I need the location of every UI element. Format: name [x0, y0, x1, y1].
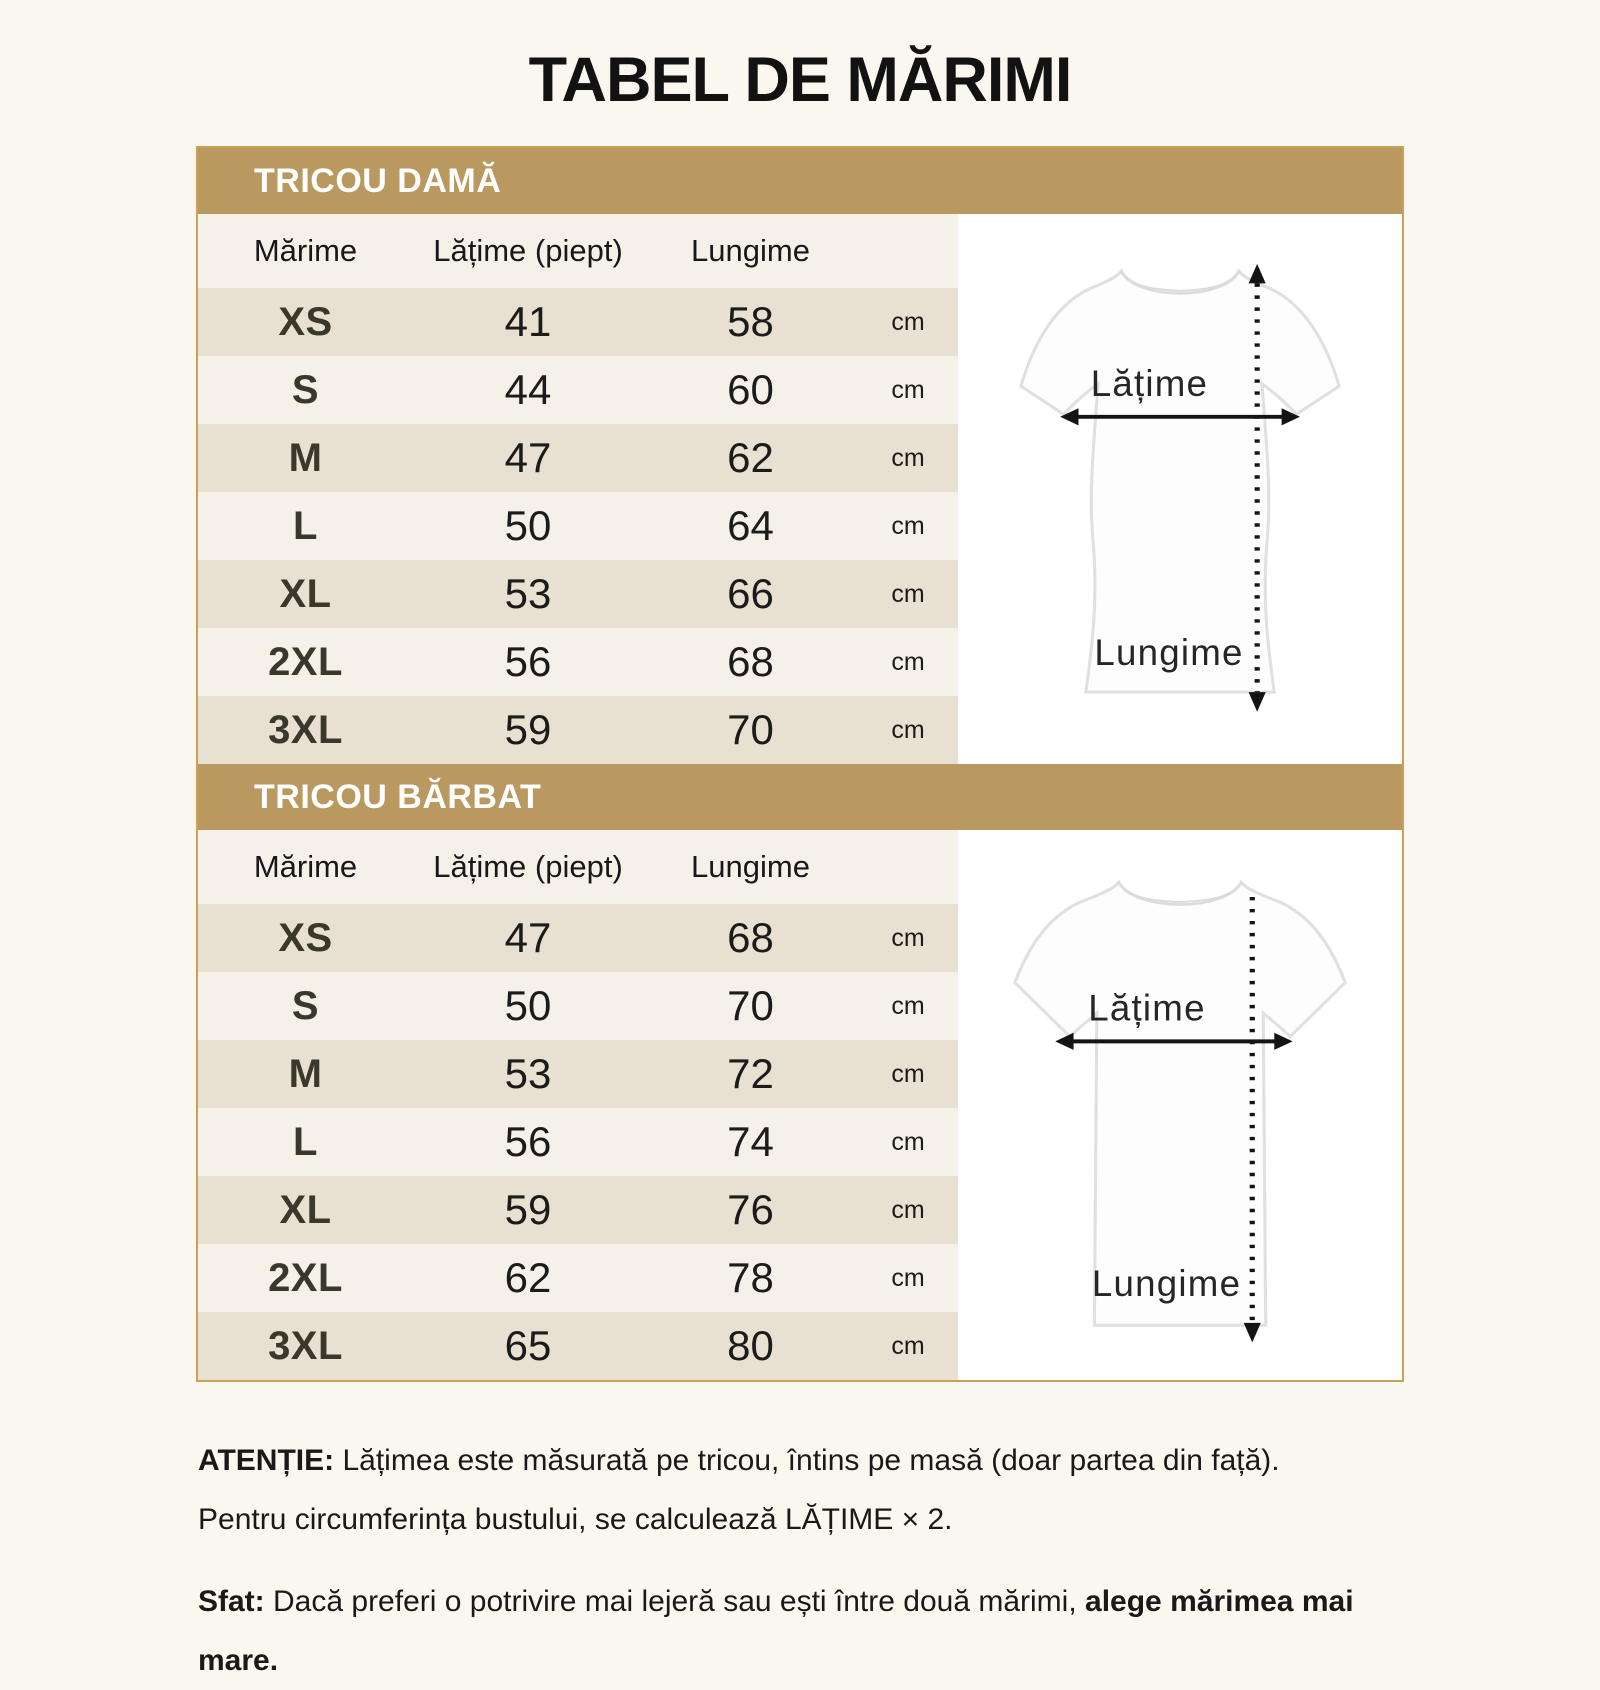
- unit-label: cm: [891, 1127, 925, 1156]
- unit-label: cm: [891, 715, 925, 744]
- length-value: 70: [727, 706, 774, 753]
- width-value: 50: [504, 502, 552, 549]
- tshirt-body: [1021, 271, 1339, 692]
- section-header-women: [198, 148, 1402, 214]
- section-body-men: [198, 830, 1402, 1380]
- width-value: 47: [504, 434, 552, 481]
- width-value: 53: [504, 1050, 552, 1097]
- footnotes: [198, 1432, 1402, 1690]
- table-row: [198, 696, 958, 764]
- length-value: 80: [727, 1322, 774, 1369]
- table-row: [198, 288, 958, 356]
- table-row: [198, 1312, 958, 1380]
- width-value: 59: [504, 706, 552, 753]
- womens-tshirt-diagram: [972, 232, 1388, 746]
- length-value: 66: [727, 570, 774, 617]
- table-row: [198, 972, 958, 1040]
- size-cell: M: [288, 1051, 323, 1096]
- unit-label: cm: [891, 647, 925, 676]
- size-cell: 3XL: [268, 707, 343, 752]
- unit-label: cm: [891, 375, 925, 404]
- unit-label: cm: [891, 923, 925, 952]
- column-header-length: Lungime: [691, 849, 810, 884]
- width-value: 50: [504, 982, 552, 1029]
- size-cell: S: [291, 367, 320, 412]
- table-row: [198, 560, 958, 628]
- attention-text: Lățimea este măsurată pe tricou, întins pe masă (doar partea din față).: [342, 1444, 1280, 1477]
- unit-label: cm: [891, 307, 925, 336]
- unit-label: cm: [891, 511, 925, 540]
- unit-label: cm: [891, 1195, 925, 1224]
- width-value: 56: [504, 638, 552, 685]
- length-value: 60: [727, 366, 774, 413]
- tshirt-diagram-panel-women: [958, 214, 1402, 764]
- size-cell: XS: [278, 915, 333, 960]
- unit-label: cm: [891, 1059, 925, 1088]
- length-value: 74: [727, 1118, 774, 1165]
- tip-bold-text: alege mărimea mai mare.: [198, 1585, 1354, 1677]
- length-value: 68: [727, 638, 774, 685]
- table-row: [198, 424, 958, 492]
- table-row: [198, 1244, 958, 1312]
- tip-label: Sfat:: [198, 1585, 265, 1618]
- tshirt-body: [1015, 882, 1345, 1325]
- width-label: Lățime: [1088, 987, 1206, 1029]
- section-header-men: [198, 764, 1402, 830]
- size-cell: 2XL: [268, 639, 343, 684]
- length-value: 78: [727, 1254, 774, 1301]
- size-cell: 3XL: [268, 1323, 343, 1368]
- length-label: Lungime: [1091, 1262, 1242, 1304]
- width-value: 65: [504, 1322, 552, 1369]
- attention-label: ATENȚIE:: [198, 1444, 335, 1477]
- unit-label: cm: [891, 1331, 925, 1360]
- size-cell: 2XL: [268, 1255, 343, 1300]
- length-label: Lungime: [1094, 632, 1244, 674]
- width-label: Lățime: [1090, 362, 1209, 404]
- size-cell: M: [288, 435, 323, 480]
- size-chart-container: [196, 146, 1404, 1382]
- width-value: 59: [504, 1186, 552, 1233]
- section-title-men: TRICOU BĂRBAT: [254, 777, 542, 816]
- table-header-row: [198, 214, 958, 288]
- unit-label: cm: [891, 1263, 925, 1292]
- width-value: 62: [504, 1254, 552, 1301]
- length-value: 76: [727, 1186, 774, 1233]
- mens-tshirt-diagram: [972, 848, 1388, 1362]
- size-cell: XL: [279, 571, 332, 616]
- column-header-size: Mărime: [253, 233, 358, 268]
- table-row: [198, 356, 958, 424]
- men-size-table: [198, 830, 958, 1380]
- unit-label: cm: [891, 991, 925, 1020]
- length-value: 62: [727, 434, 774, 481]
- length-value: 64: [727, 502, 774, 549]
- table-row: [198, 904, 958, 972]
- length-value: 72: [727, 1050, 774, 1097]
- tip-note: [198, 1573, 1402, 1690]
- attention-note: [198, 1432, 1402, 1491]
- section-title-women: TRICOU DAMĂ: [254, 161, 502, 200]
- width-value: 47: [504, 914, 552, 961]
- column-header-length: Lungime: [691, 233, 810, 268]
- table-row: [198, 492, 958, 560]
- attention-note-line2: Pentru circumferința bustului, se calculează LĂȚIME × 2.: [198, 1502, 953, 1536]
- length-value: 58: [727, 298, 774, 345]
- women-size-table: [198, 214, 958, 764]
- tip-text: Dacă preferi o potrivire mai lejeră sau ești între două mărimi,: [273, 1585, 1077, 1618]
- size-cell: XL: [279, 1187, 332, 1232]
- section-body-women: [198, 214, 1402, 764]
- width-value: 53: [504, 570, 552, 617]
- tshirt-diagram-panel-men: [958, 830, 1402, 1380]
- width-value: 44: [504, 366, 552, 413]
- table-row: [198, 1108, 958, 1176]
- size-cell: XS: [278, 299, 333, 344]
- column-header-width: Lățime (piept): [433, 233, 623, 268]
- size-cell: L: [293, 1119, 318, 1164]
- table-row: [198, 1176, 958, 1244]
- size-cell: L: [293, 503, 318, 548]
- page-title: TABEL DE MĂRIMI: [528, 45, 1072, 115]
- unit-label: cm: [891, 579, 925, 608]
- size-cell: S: [291, 983, 320, 1028]
- width-value: 56: [504, 1118, 552, 1165]
- length-value: 70: [727, 982, 774, 1029]
- unit-label: cm: [891, 443, 925, 472]
- length-value: 68: [727, 914, 774, 961]
- width-value: 41: [504, 298, 552, 345]
- table-row: [198, 628, 958, 696]
- column-header-width: Lățime (piept): [433, 849, 623, 884]
- table-header-row: [198, 830, 958, 904]
- table-row: [198, 1040, 958, 1108]
- column-header-size: Mărime: [253, 849, 358, 884]
